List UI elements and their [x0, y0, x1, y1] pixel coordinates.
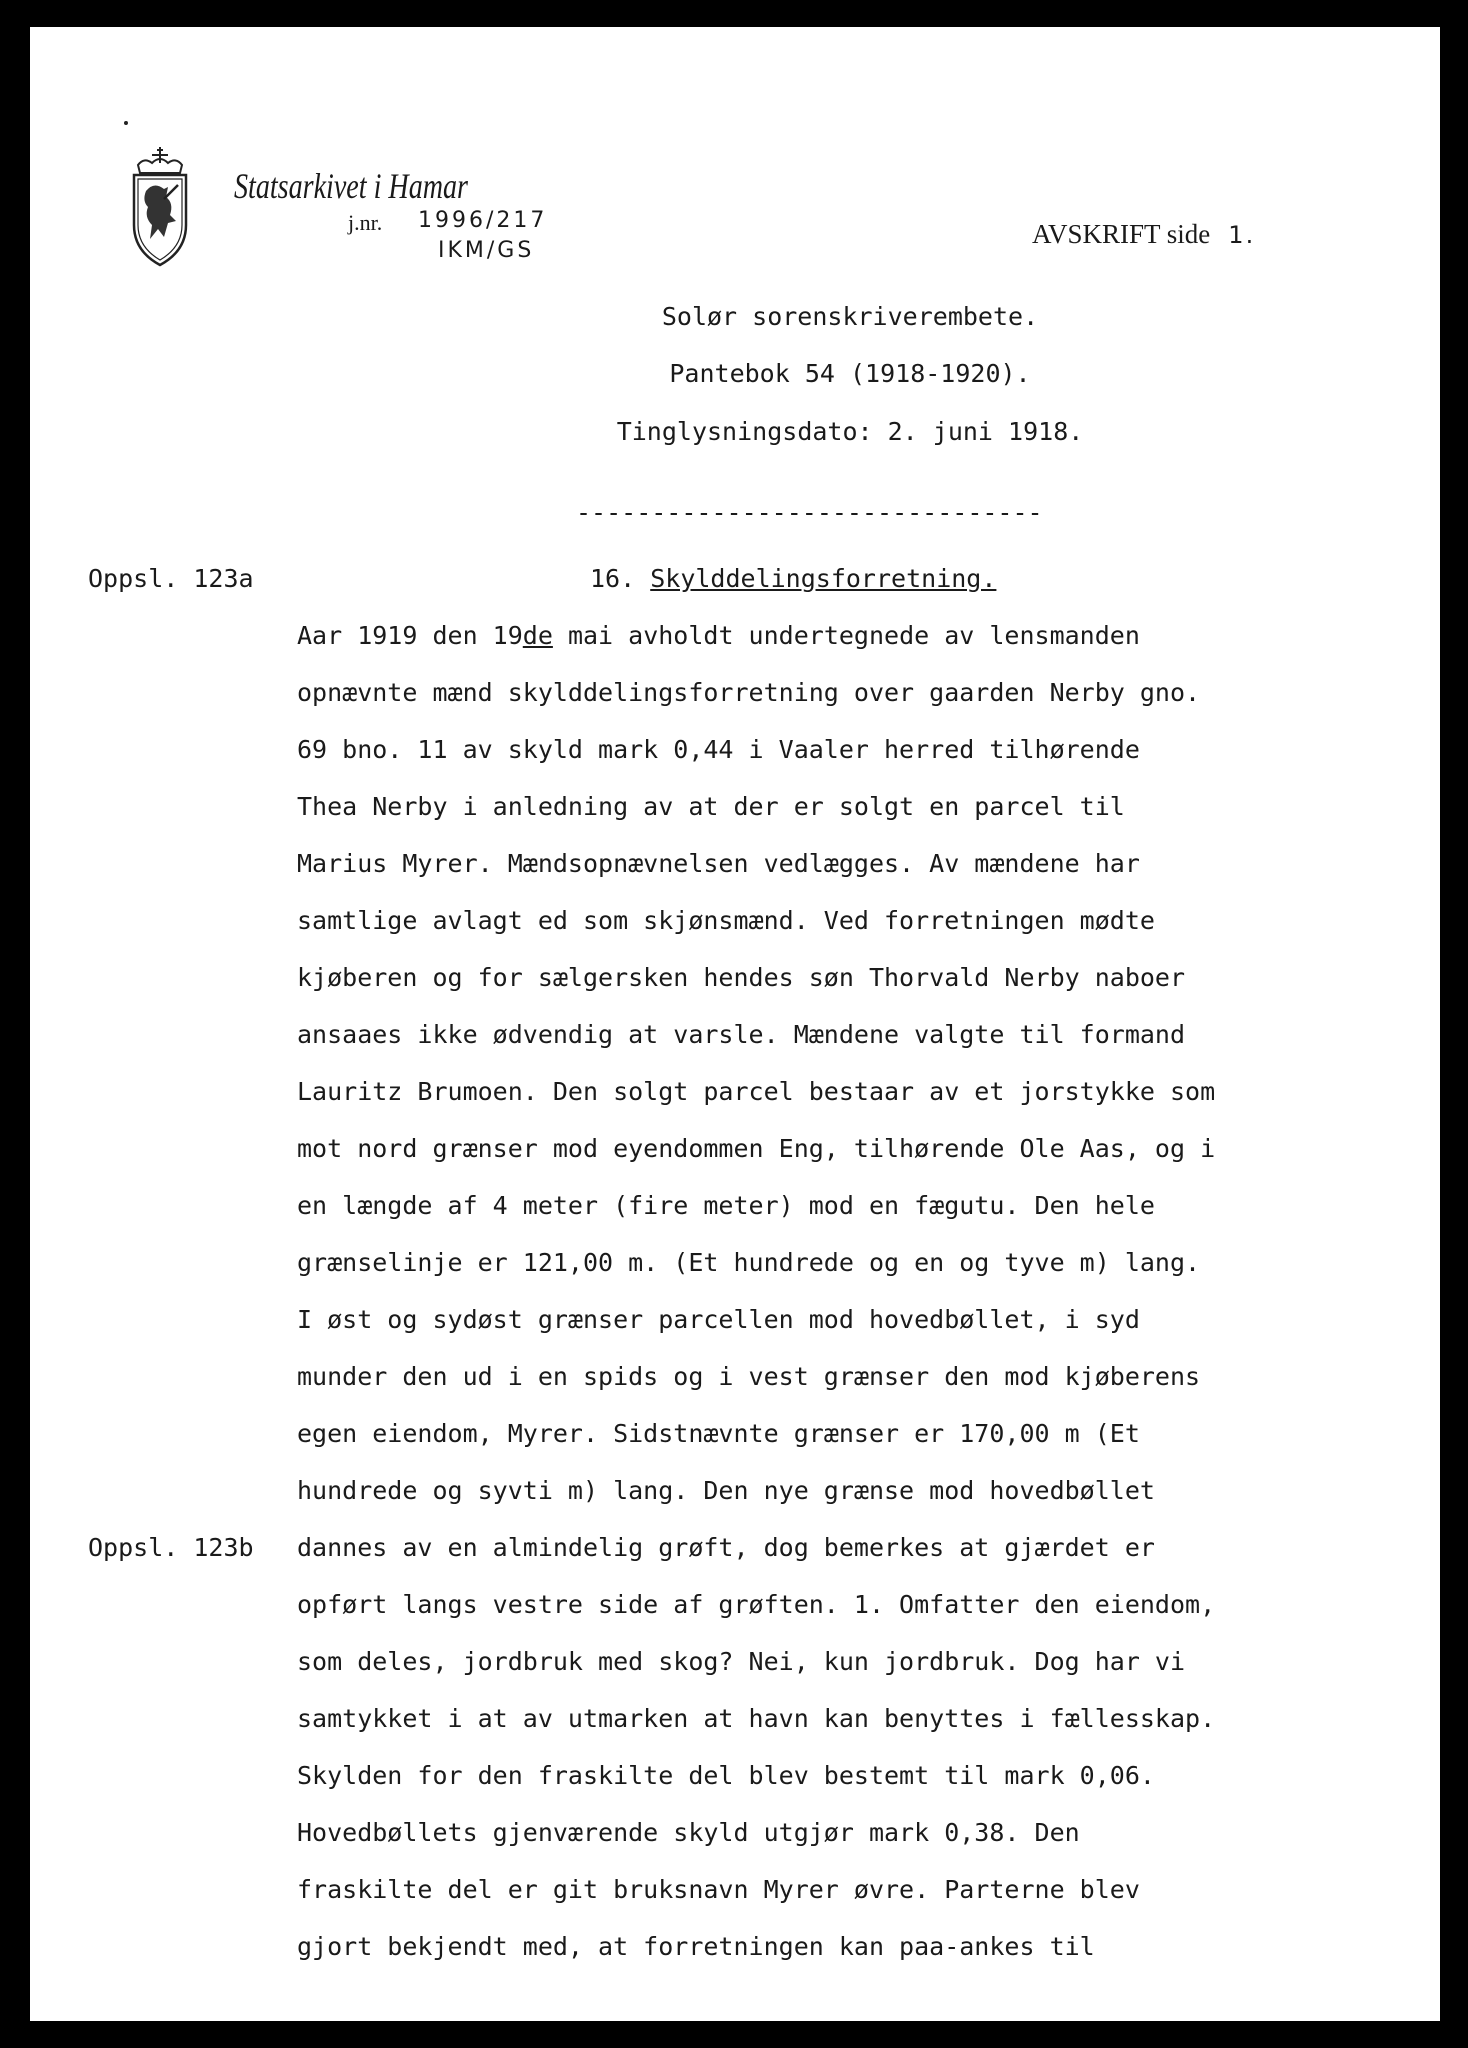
margin-note-123b: Oppsl. 123b: [88, 1533, 254, 1562]
body-line: munder den ud i en spids og i vest grænser den mod kjøberens: [297, 1362, 1201, 1391]
margin-note-123a: Oppsl. 123a: [88, 564, 254, 593]
entry-heading: [590, 564, 996, 593]
journal-number-label: j.nr.: [348, 210, 383, 235]
body-line: mot nord grænser mod eyendommen Eng, tilhørende Ole Aas, og i: [297, 1134, 1216, 1163]
separator-rule: -------------------------------: [576, 498, 1043, 527]
book-title: Pantebok 54 (1918-1920).: [669, 359, 1031, 388]
document-page: [30, 27, 1440, 2021]
body-line: grænselinje er 121,00 m. (Et hundrede og en og tyve m) lang.: [297, 1248, 1201, 1277]
body-line: Lauritz Brumoen. Den solgt parcel bestaar av et jorstykke som: [297, 1077, 1216, 1106]
body-line: Marius Myrer. Mændsopnævnelsen vedlægges. Av mændene har: [297, 849, 1140, 878]
body-line: [297, 621, 1140, 650]
body-line: egen eiendom, Myrer. Sidstnævnte grænser er 170,00 m (Et: [297, 1419, 1140, 1448]
body-line: samtlige avlagt ed som skjønsmænd. Ved forretningen mødte: [297, 906, 1155, 935]
body-line: ansaaes ikke ødvendig at varsle. Mændene valgte til formand: [297, 1020, 1186, 1049]
entry-number: 16.: [590, 564, 636, 593]
body-text: mai avholdt undertegnede av lensmanden: [552, 621, 1140, 650]
registration-date: Tinglysningsdato: 2. juni 1918.: [616, 417, 1084, 446]
body-line: dannes av en almindelig grøft, dog bemerkes at gjærdet er: [297, 1533, 1155, 1562]
journal-number: 1996/217: [418, 208, 548, 233]
body-text: Aar 1919 den 19: [297, 621, 523, 650]
body-line: Hovedbøllets gjenværende skyld utgjør mark 0,38. Den: [297, 1818, 1080, 1847]
body-line: samtykket i at av utmarken at havn kan benyttes i fællesskap.: [297, 1704, 1216, 1733]
initials: IKM/GS: [438, 238, 535, 263]
coat-of-arms-icon: [124, 121, 196, 271]
office-title: Solør sorenskriverembete.: [661, 302, 1039, 331]
avskrift-header: [1032, 219, 1255, 250]
page-number: 1.: [1228, 221, 1256, 249]
body-line: Thea Nerby i anledning av at der er solgt en parcel til: [297, 792, 1125, 821]
body-line: I øst og sydøst grænser parcellen mod hovedbøllet, i syd: [297, 1305, 1140, 1334]
body-line: Skylden for den fraskilte del blev bestemt til mark 0,06.: [297, 1761, 1155, 1790]
body-line: kjøberen og for sælgersken hendes søn Thorvald Nerby naboer: [297, 963, 1186, 992]
body-line: fraskilte del er git bruksnavn Myrer øvre. Parterne blev: [297, 1875, 1140, 1904]
body-line: som deles, jordbruk med skog? Nei, kun jordbruk. Dog har vi: [297, 1647, 1186, 1676]
body-line: opført langs vestre side af grøften. 1. Omfatter den eiendom,: [297, 1590, 1216, 1619]
body-line: hundrede og syvti m) lang. Den nye grænse mod hovedbøllet: [297, 1476, 1155, 1505]
body-text-underlined: de: [522, 621, 553, 650]
entry-title: Skylddelingsforretning.: [650, 564, 997, 593]
body-line: opnævnte mænd skylddelingsforretning over gaarden Nerby gno.: [297, 678, 1201, 707]
avskrift-label: AVSKRIFT side: [1032, 219, 1211, 249]
body-line: gjort bekjendt med, at forretningen kan paa-ankes til: [297, 1932, 1095, 1961]
body-line: en længde af 4 meter (fire meter) mod en fægutu. Den hele: [297, 1191, 1155, 1220]
archive-name: Statsarkivet i Hamar: [234, 166, 468, 206]
body-line: 69 bno. 11 av skyld mark 0,44 i Vaaler herred tilhørende: [297, 735, 1140, 764]
